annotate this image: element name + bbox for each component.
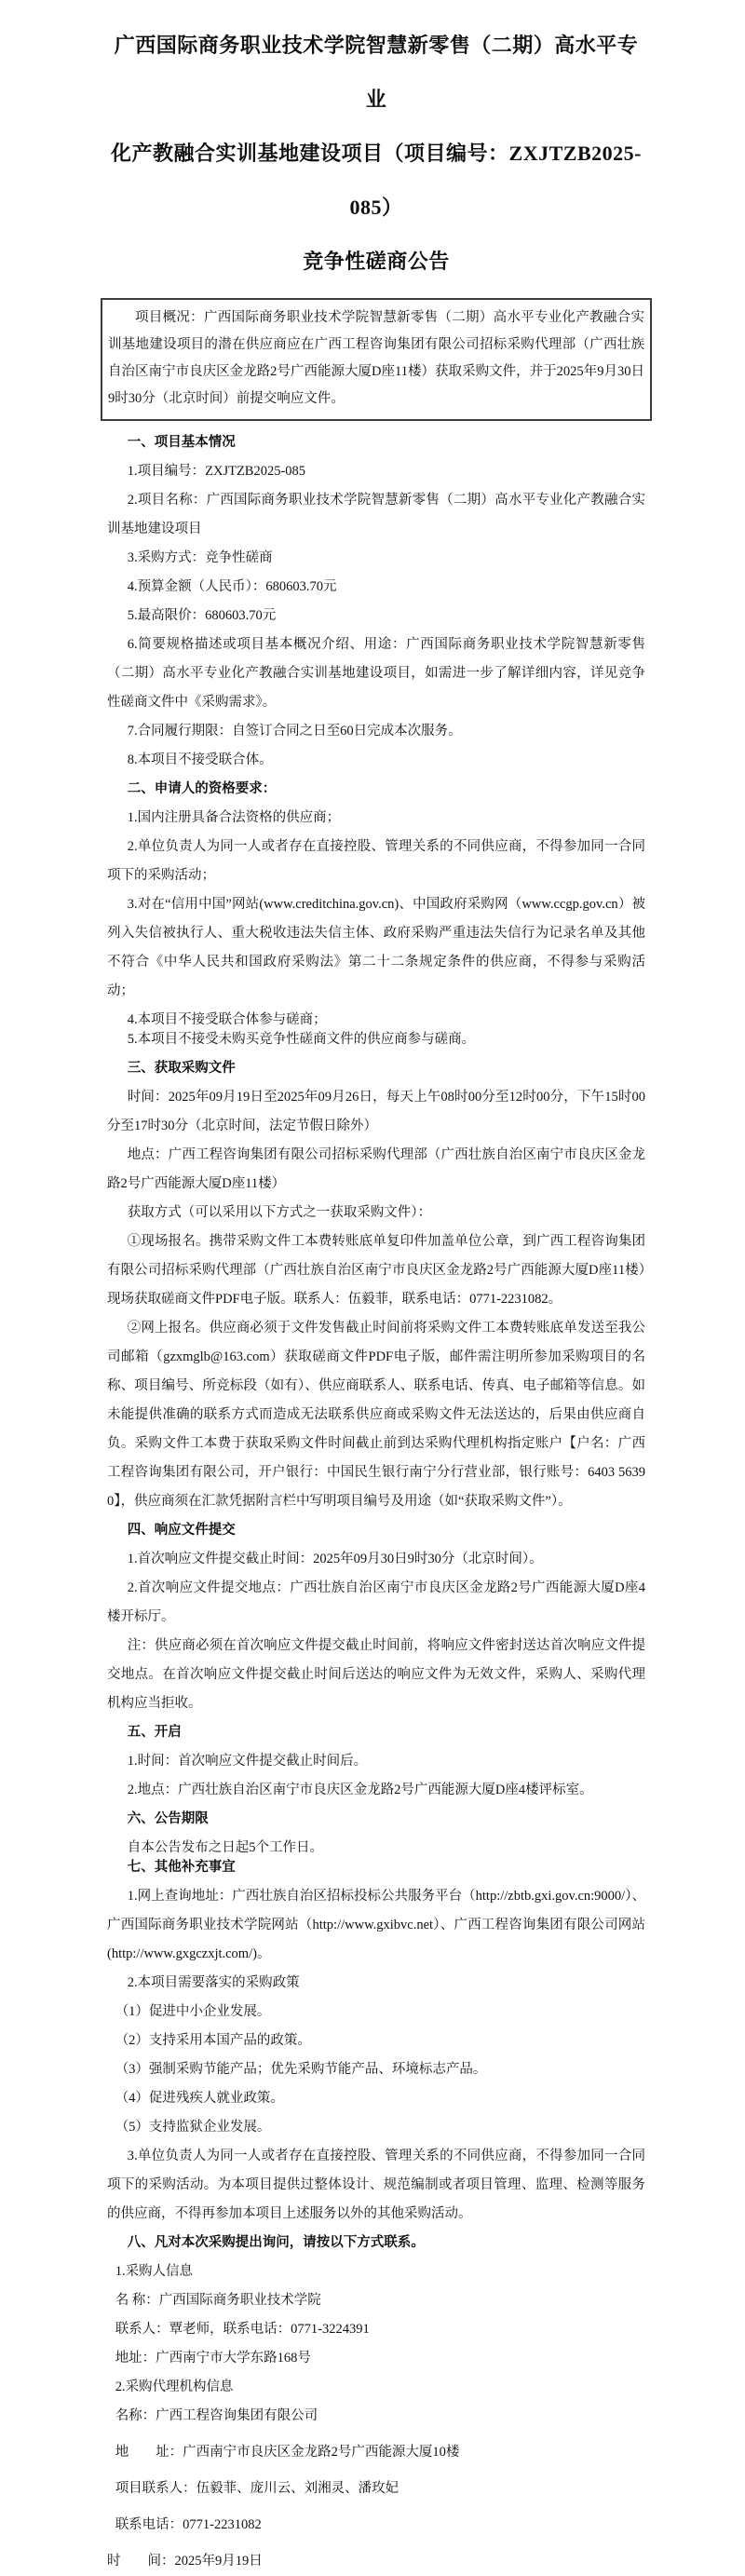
paragraph: 3.单位负责人为同一人或者存在直接控股、管理关系的不同供应商，不得参加同一合同项下的采购活动。为本项目提供过整体设计、规范编制或者项目管理、监理、检测等服务的供应商，不得再参加本项目上述服务以外的其他采购活动。: [107, 2149, 645, 2221]
paragraph: 4.本项目不接受联合体参与磋商；: [127, 1012, 327, 1027]
section-heading: 二、申请人的资格要求：: [127, 781, 277, 796]
paragraph: 地点：广西工程咨询集团有限公司招标采购代理部（广西壮族自治区南宁市良庆区金龙路2号广西能源大厦D座11楼）: [107, 1147, 645, 1191]
paragraph: 5.本项目不接受未购买竞争性磋商文件的供应商参与磋商。: [127, 1032, 476, 1047]
paragraph: 获取方式（可以采用以下方式之一获取采购文件）：: [127, 1205, 431, 1220]
paragraph: 时 间：2025年9月19日: [107, 2554, 263, 2569]
paragraph: 1.采购人信息: [115, 2264, 194, 2279]
paragraph: （5）支持监狱企业发展。: [115, 2120, 271, 2135]
paragraph: 3.对在“信用中国”网站(www.creditchina.gov.cn)、中国政府采购网（www.ccgp.gov.cn）被列入失信被执行人、重大税收违法失信主体、政府采购严重违法失信行为记录名单及其他不符合《中华人民共和国政府采购法》第二十二条规定条件的供应商，不得参与采购活动；: [107, 897, 645, 998]
paragraph: 3.采购方式：竞争性磋商: [127, 550, 273, 565]
paragraph: 8.本项目不接受联合体。: [127, 752, 273, 767]
project-overview-text: 项目概况：广西国际商务职业技术学院智慧新零售（二期）高水平专业化产教融合实训基地建设项目的潜在供应商应在广西工程咨询集团有限公司招标采购代理部（广西壮族自治区南宁市良庆区金龙路2号广西能源大厦D座11楼）获取采购文件，并于2025年9月30日9时30分（北京时间）前提交响应文件。: [108, 310, 644, 406]
paragraph: 2.项目名称：广西国际商务职业技术学院智慧新零售（二期）高水平专业化产教融合实训基地建设项目: [107, 493, 645, 536]
paragraph: 联系人：覃老师，联系电话：0771-3224391: [115, 2322, 370, 2337]
paragraph: 注：供应商必须在首次响应文件提交截止时间前，将响应文件密封送达首次响应文件提交地点。在首次响应文件提交截止时间后送达的响应文件为无效文件，采购人、采购代理机构应当拒收。: [107, 1638, 645, 1711]
paragraph: ②网上报名。供应商必须于文件发售截止时间前将采购文件工本费转账底单发送至我公司邮箱（gzxmglb@163.com）获取磋商文件PDF电子版，邮件需注明所参加采购项目的名称、项目编号、所竞标段（如有）、供应商联系人、联系电话、传真、电子邮箱等信息。如未能提供准确的联系方式而造成无法联系供应商或采购文件无法送达的，后果由供应商自负。采购文件工本费于获取采购文件时间截止前到达采购代理机构指定账户【户名：广西工程咨询集团有限公司，开户银行：中国民生银行南宁分行营业部，银行账号：6403 5639 0】，供应商须在汇款凭据附言栏中写明项目编号及用途（如“获取采购文件”）。: [107, 1321, 645, 1509]
title-line: 广西国际商务职业技术学院智慧新零售（二期）高水平专业: [114, 34, 639, 111]
paragraph: 名称：广西工程咨询集团有限公司: [115, 2408, 318, 2423]
paragraph: （1）促进中小企业发展。: [115, 2004, 271, 2019]
paragraph: 项目联系人：伍毅菲、庞川云、刘湘灵、潘玫妃: [115, 2481, 400, 2496]
paragraph: 时间：2025年09月19日至2025年09月26日，每天上午08时00分至12时00分，下午15时00分至17时30分（北京时间，法定节假日除外）: [107, 1090, 645, 1133]
section-heading: 一、项目基本情况: [127, 435, 236, 450]
section-heading: 六、公告期限: [127, 1811, 209, 1826]
section-heading: 七、其他补充事宜: [127, 1860, 236, 1875]
paragraph: （4）促进残疾人就业政策。: [115, 2091, 284, 2106]
section-heading: 四、响应文件提交: [127, 1523, 236, 1538]
paragraph: 5.最高限价：680603.70元: [127, 608, 277, 623]
paragraph: 7.合同履行期限：自签订合同之日至60日完成本次服务。: [127, 724, 462, 739]
section-heading: 八、凡对本次采购提出询问，请按以下方式联系。: [127, 2235, 425, 2250]
paragraph: 自本公告发布之日起5个工作日。: [127, 1840, 323, 1855]
section-heading: 五、开启: [127, 1725, 182, 1740]
title-line: 竞争性磋商公告: [303, 250, 450, 273]
paragraph: ①现场报名。携带采购文件工本费转账底单复印件加盖单位公章，到广西工程咨询集团有限公司招标采购代理部（广西壮族自治区南宁市良庆区金龙路2号广西能源大厦D座11楼）现场获取磋商文件PDF电子版。联系人：伍毅菲，联系电话：0771-2231082。: [107, 1234, 645, 1307]
paragraph: 地址：广西南宁市大学东路168号: [115, 2351, 311, 2366]
section-heading: 三、获取采购文件: [127, 1061, 236, 1076]
paragraph: 名 称：广西国际商务职业技术学院: [115, 2293, 321, 2308]
paragraph: 地 址：广西南宁市良庆区金龙路2号广西能源大厦10楼: [115, 2445, 460, 2460]
paragraph: 1.国内注册具备合法资格的供应商；: [127, 810, 341, 825]
paragraph: 4.预算金额（人民币）：680603.70元: [127, 579, 337, 594]
paragraph: 联系电话：0771-2231082: [115, 2517, 262, 2532]
document-body: [107, 428, 645, 2576]
paragraph: 1.首次响应文件提交截止时间：2025年09月30日9时30分（北京时间）。: [127, 1552, 543, 1566]
document-title: [107, 19, 645, 289]
paragraph: 6.简要规格描述或项目基本概况介绍、用途：广西国际商务职业技术学院智慧新零售（二期）高水平专业化产教融合实训基地建设项目，如需进一步了解详细内容，详见竞争性磋商文件中《采购需求》。: [107, 637, 645, 710]
paragraph: 2.单位负责人为同一人或者存在直接控股、管理关系的不同供应商，不得参加同一合同项下的采购活动；: [107, 839, 645, 883]
paragraph: 1.项目编号：ZXJTZB2025-085: [127, 464, 306, 479]
title-line: 化产教融合实训基地建设项目（项目编号：ZXJTZB2025-085）: [111, 142, 642, 219]
paragraph: 1.时间：首次响应文件提交截止时间后。: [127, 1754, 368, 1769]
project-overview-box: [101, 298, 652, 421]
paragraph: 2.地点：广西壮族自治区南宁市良庆区金龙路2号广西能源大厦D座4楼评标室。: [127, 1783, 593, 1797]
paragraph: 1.网上查询地址：广西壮族自治区招标投标公共服务平台（http://zbtb.gxi.gov.cn:9000/）、广西国际商务职业技术学院网站（http://www.gxibvc.net）、广西工程咨询集团有限公司网站(http://www.gxgczxjt.com/)。: [107, 1889, 645, 1961]
paragraph: 2.采购代理机构信息: [115, 2379, 234, 2394]
paragraph: 2.首次响应文件提交地点：广西壮族自治区南宁市良庆区金龙路2号广西能源大厦D座4楼开标厅。: [107, 1580, 645, 1624]
paragraph: （2）支持采用本国产品的政策。: [115, 2033, 311, 2048]
paragraph: 2.本项目需要落实的采购政策: [127, 1975, 300, 1990]
paragraph: （3）强制采购节能产品；优先采购节能产品、环境标志产品。: [115, 2062, 487, 2077]
